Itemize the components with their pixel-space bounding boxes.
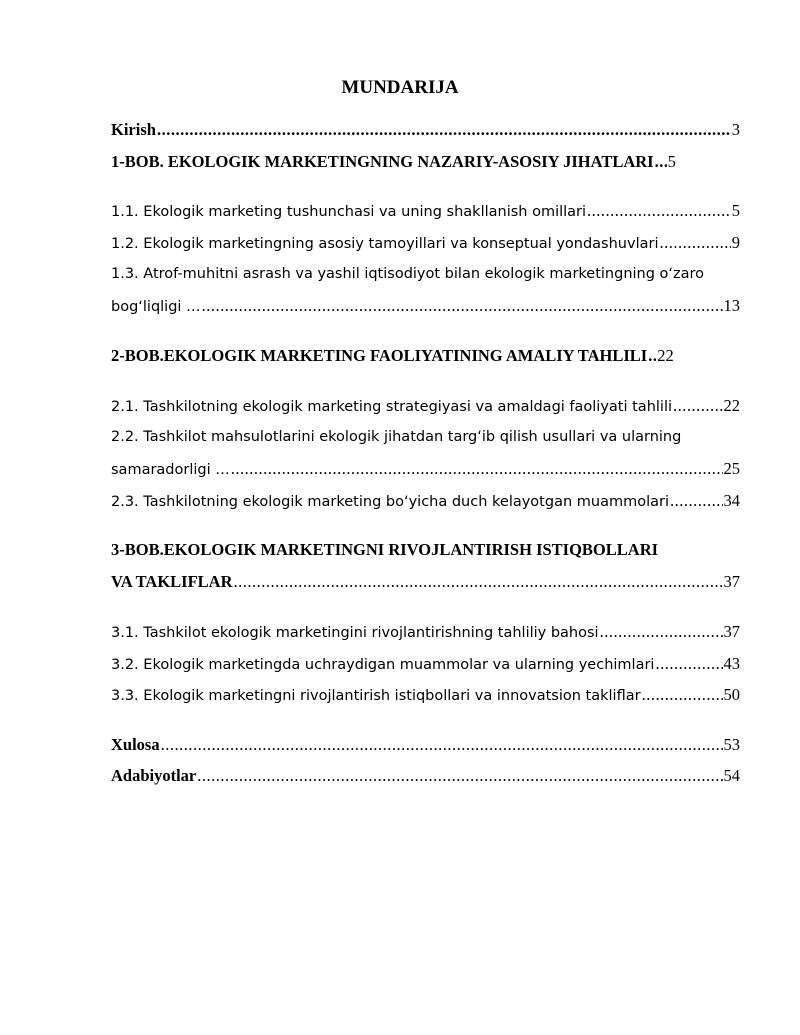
toc-page-number: 22 xyxy=(723,396,740,415)
toc-entry-label: 1.1. Ekologik marketing tushunchasi va uning shakllanish omillari xyxy=(111,204,587,220)
toc-leader-dots xyxy=(202,296,723,316)
toc-leader-dots xyxy=(197,766,722,786)
toc-page-number: 13 xyxy=(723,296,740,315)
toc-entry-label: bog‘liqligi … xyxy=(111,299,201,315)
toc-entry-label: Adabiyotlar xyxy=(111,766,197,785)
toc-section-1-1[interactable] xyxy=(111,201,740,222)
toc-page-number: 3 xyxy=(731,120,740,139)
toc-chapter-3[interactable] xyxy=(111,540,740,592)
toc-leader-dots xyxy=(655,152,667,172)
toc-page-number: 5 xyxy=(731,201,740,220)
toc-section-1-2[interactable] xyxy=(111,233,740,254)
toc-entry-label: 1.2. Ekologik marketingning asosiy tamoyillari va konseptual yondashuvlari xyxy=(111,236,659,252)
toc-page-number: 34 xyxy=(723,491,740,510)
toc-entry-adabiyotlar[interactable] xyxy=(111,766,740,786)
toc-page-number: 25 xyxy=(723,459,740,478)
toc-page-number: 53 xyxy=(723,735,740,754)
toc-chapter-2[interactable] xyxy=(111,346,740,366)
toc-leader-dots xyxy=(231,459,723,479)
toc-page-number: 5 xyxy=(667,152,676,171)
toc-leader-dots xyxy=(157,120,731,140)
toc-section-2-1[interactable] xyxy=(111,396,740,417)
toc-leader-dots xyxy=(659,233,730,253)
toc-entry-label: Xulosa xyxy=(111,735,160,754)
toc-page-number: 43 xyxy=(723,654,740,673)
toc-leader-dots xyxy=(587,201,731,221)
toc-leader-dots xyxy=(670,491,723,511)
toc-leader-dots xyxy=(655,654,722,674)
toc-section-1-3[interactable] xyxy=(111,264,740,317)
toc-entry-label: 2.3. Tashkilotning ekologik marketing bo‘yicha duch kelayotgan muammolari xyxy=(111,494,669,510)
toc-entry-label: VA TAKLIFLAR xyxy=(111,572,233,591)
toc-leader-dots xyxy=(673,396,723,416)
toc-entry-label: samaradorligi … xyxy=(111,462,230,478)
toc-page-number: 22 xyxy=(657,346,674,365)
toc-section-3-1[interactable] xyxy=(111,622,740,643)
toc-page-number: 50 xyxy=(723,685,740,704)
toc-entry-label: 1-BOB. EKOLOGIK MARKETINGNING NAZARIY-ASOSIY JIHATLARI xyxy=(111,152,654,171)
page-title: MUNDARIJA xyxy=(341,77,459,98)
toc-entry-label: 2-BOB.EKOLOGIK MARKETING FAOLIYATINING AMALIY TAHLILI xyxy=(111,346,648,365)
toc-entry-label-line1: 3-BOB.EKOLOGIK MARKETINGNI RIVOJLANTIRISH ISTIQBOLLARI xyxy=(111,540,659,559)
toc-chapter-1[interactable] xyxy=(111,152,740,172)
toc-page-number: 37 xyxy=(723,572,740,591)
toc-entry-label: Kirish xyxy=(111,120,156,139)
toc-leader-dots xyxy=(600,622,723,642)
toc-entry-label-line1: 1.3. Atrof-muhitni asrash va yashil iqtisodiyot bilan ekologik marketingning o‘zaro xyxy=(111,266,705,282)
toc-page-number: 54 xyxy=(723,766,740,785)
toc-leader-dots xyxy=(648,346,656,366)
toc-leader-dots xyxy=(642,685,723,705)
toc-entry-label: 3.2. Ekologik marketingda uchraydigan muammolar va ularning yechimlari xyxy=(111,657,655,673)
toc-entry-label: 3.3. Ekologik marketingni rivojlantirish istiqbollari va innovatsion takliflar xyxy=(111,688,641,704)
toc-entry-label: 3.1. Tashkilot ekologik marketingini rivojlantirishning tahliliy bahosi xyxy=(111,625,599,641)
toc-page-number: 9 xyxy=(731,233,740,252)
toc-entry-xulosa[interactable] xyxy=(111,735,740,755)
toc-page-number: 37 xyxy=(723,622,740,641)
toc-entry-kirish[interactable] xyxy=(111,120,740,140)
toc-section-2-2[interactable] xyxy=(111,427,740,480)
toc-section-3-2[interactable] xyxy=(111,654,740,675)
toc-section-3-3[interactable] xyxy=(111,685,740,706)
toc-entry-label: 2.1. Tashkilotning ekologik marketing strategiyasi va amaldagi faoliyati tahlili xyxy=(111,399,672,415)
toc-leader-dots xyxy=(234,572,723,592)
toc-section-2-3[interactable] xyxy=(111,491,740,512)
toc-entry-label-line1: 2.2. Tashkilot mahsulotlarini ekologik jihatdan targ‘ib qilish usullari va ularning xyxy=(111,429,682,445)
toc-leader-dots xyxy=(161,735,723,755)
